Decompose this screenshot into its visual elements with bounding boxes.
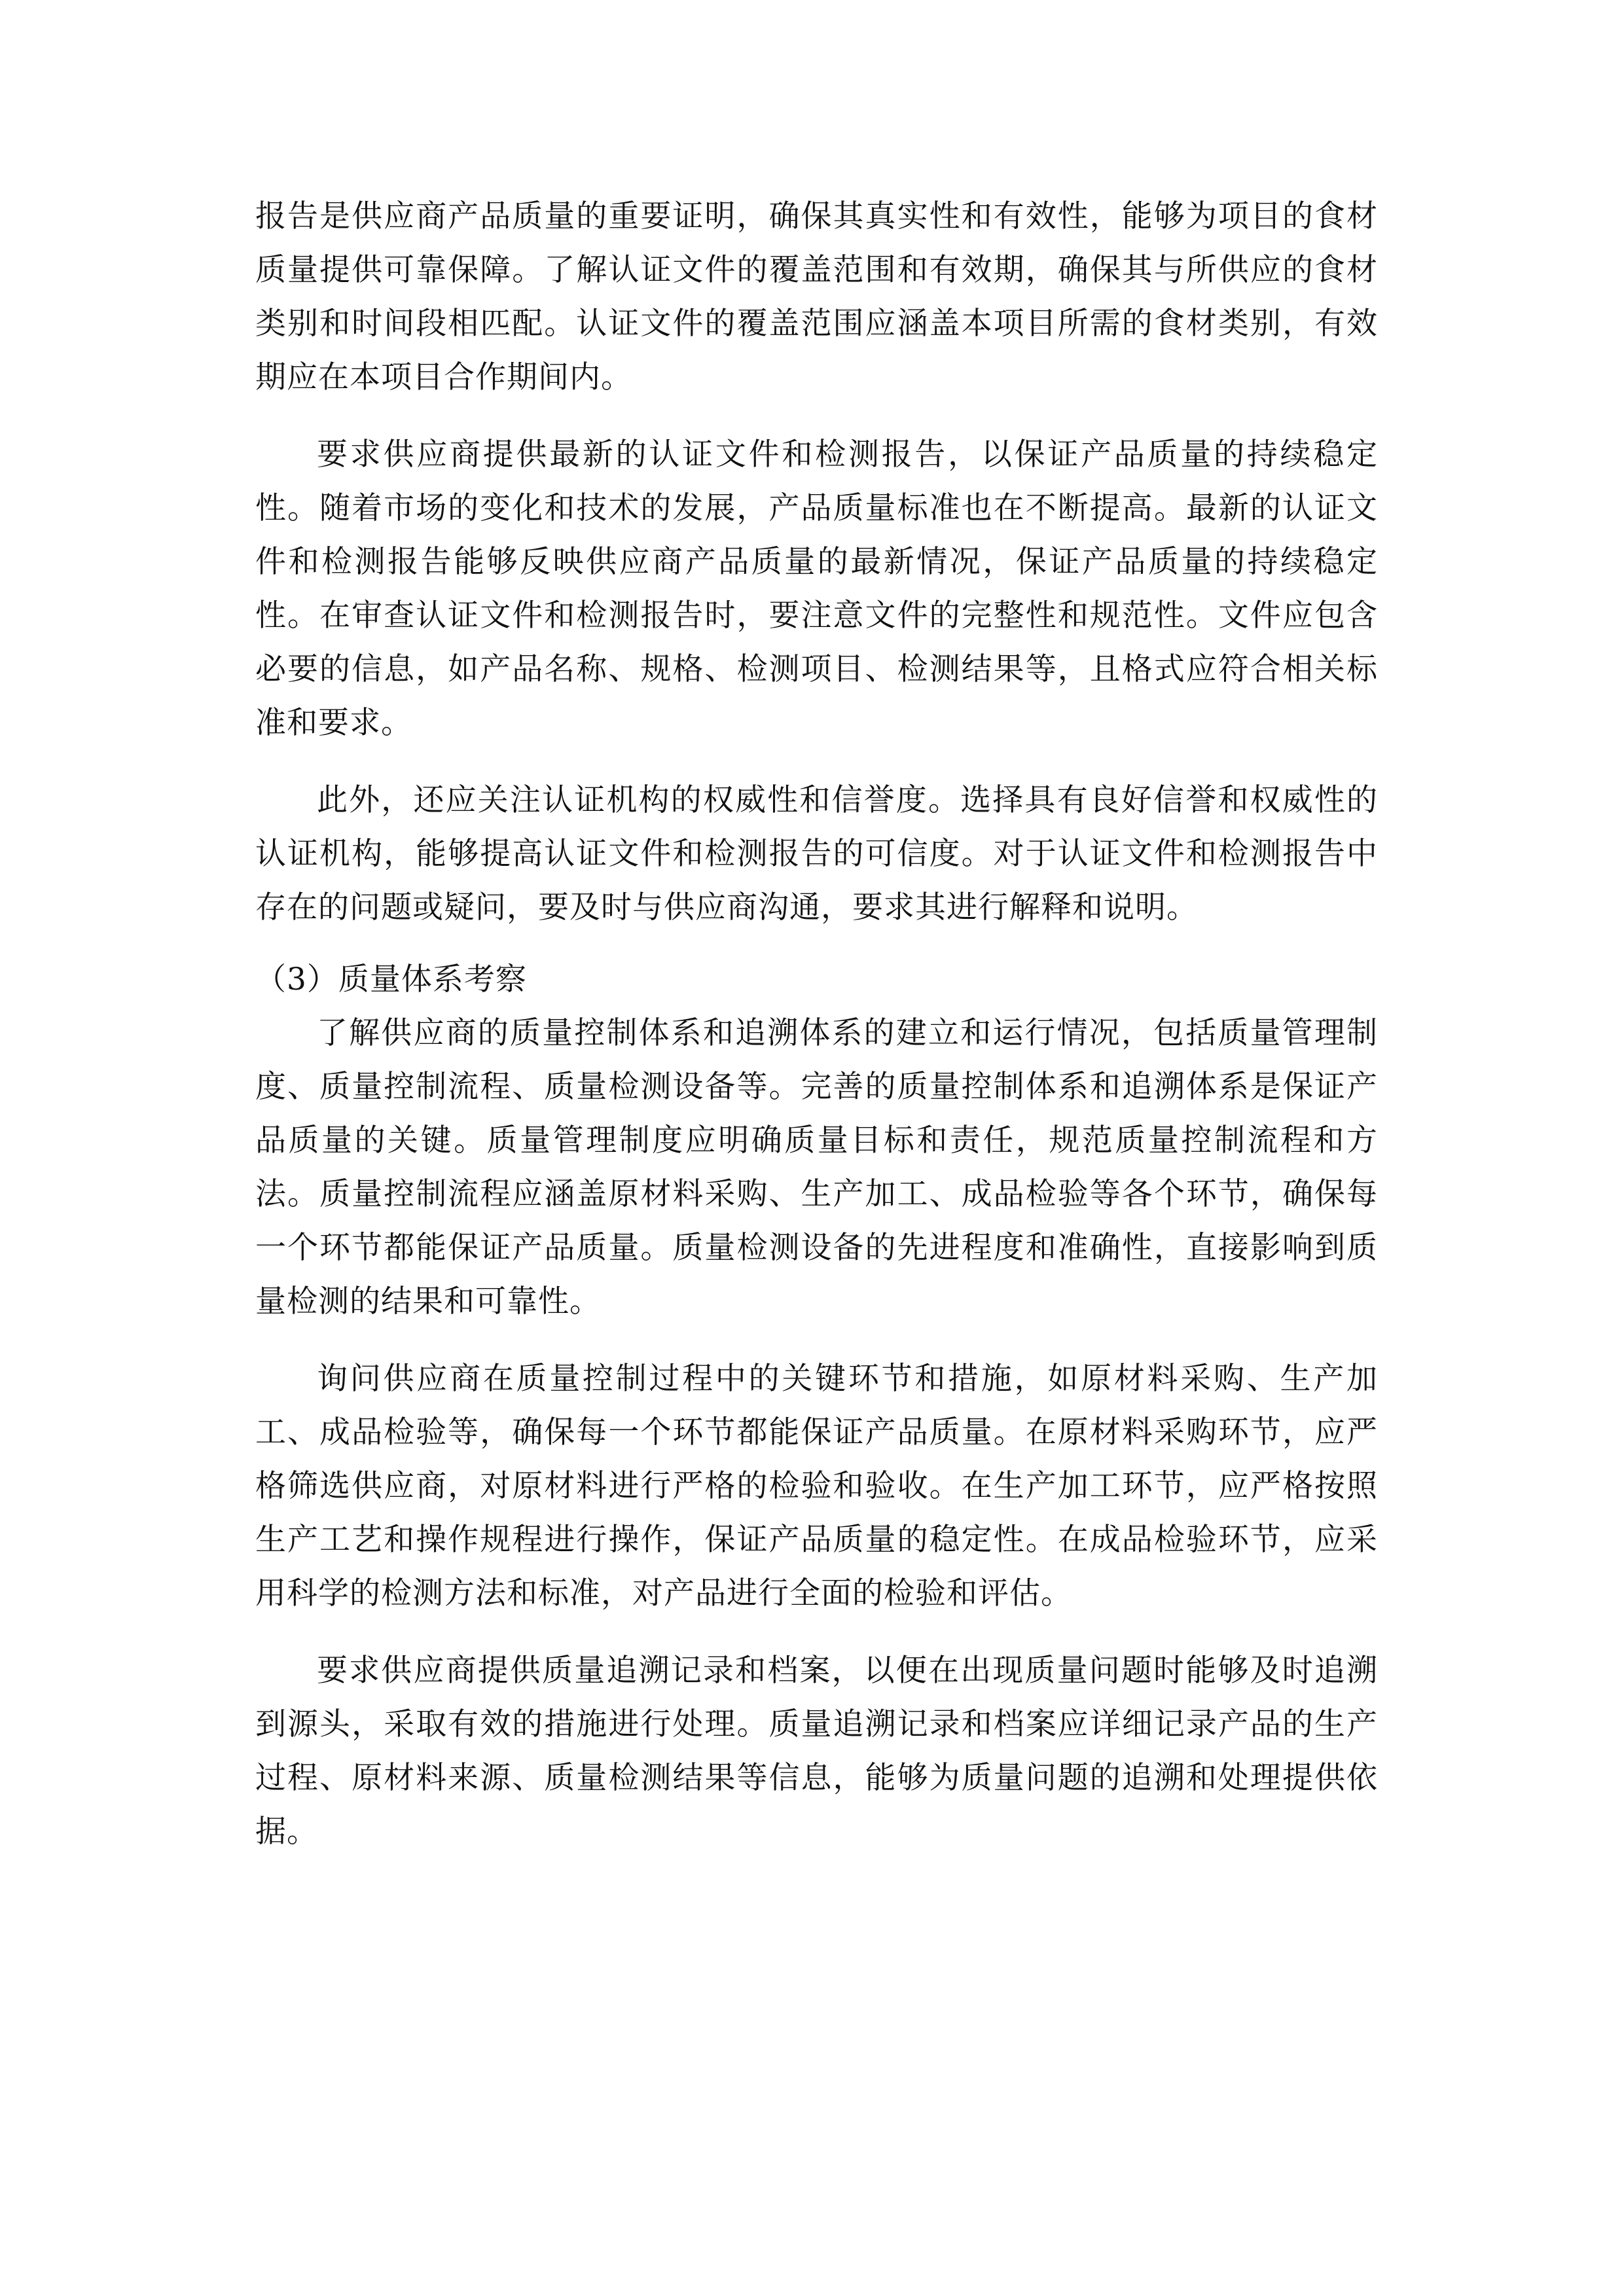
paragraph-latest-certificates: 要求供应商提供最新的认证文件和检测报告，以保证产品质量的持续稳定性。随着市场的变化和技术的发展，产品质量标准也在不断提高。最新的认证文件和检测报告能够反映供应商产品质量的最新情况，保证产品质量的持续稳定性。在审查认证文件和检测报告时，要注意文件的完整性和规范性。文件应包含必要的信息，如产品名称、规格、检测项目、检测结果等，且格式应符合相关标准和要求。 bbox=[255, 437, 1378, 741]
paragraph-quality-control-system: 了解供应商的质量控制体系和追溯体系的建立和运行情况，包括质量管理制度、质量控制流程、质量检测设备等。完善的质量控制体系和追溯体系是保证产品质量的关键。质量管理制度应明确质量目标和责任，规范质量控制流程和方法。质量控制流程应涵盖原材料采购、生产加工、成品检验等各个环节，确保每一个环节都能保证产品质量。质量检测设备的先进程度和准确性，直接影响到质量检测的结果和可靠性。 bbox=[255, 1015, 1378, 1319]
paragraph-key-control-links: 询问供应商在质量控制过程中的关键环节和措施，如原材料采购、生产加工、成品检验等，确保每一个环节都能保证产品质量。在原材料采购环节，应严格筛选供应商，对原材料进行严格的检验和验收。在生产加工环节，应严格按照生产工艺和操作规程进行操作，保证产品质量的稳定性。在成品检验环节，应采用科学的检测方法和标准，对产品进行全面的检验和评估。 bbox=[255, 1361, 1378, 1611]
paragraph-certification-report: 报告是供应商产品质量的重要证明，确保其真实性和有效性，能够为项目的食材质量提供可靠保障。了解认证文件的覆盖范围和有效期，确保其与所供应的食材类别和时间段相匹配。认证文件的覆盖范围应涵盖本项目所需的食材类别，有效期应在本项目合作期间内。 bbox=[255, 198, 1378, 395]
section-heading-quality-system: （3）质量体系考察 bbox=[255, 961, 527, 997]
paragraph-certification-authority: 此外，还应关注认证机构的权威性和信誉度。选择具有良好信誉和权威性的认证机构，能够提高认证文件和检测报告的可信度。对于认证文件和检测报告中存在的问题或疑问，要及时与供应商沟通，要求其进行解释和说明。 bbox=[255, 782, 1378, 925]
paragraph-traceability-records: 要求供应商提供质量追溯记录和档案，以便在出现质量问题时能够及时追溯到源头，采取有效的措施进行处理。质量追溯记录和档案应详细记录产品的生产过程、原材料来源、质量检测结果等信息，能够为质量问题的追溯和处理提供依据。 bbox=[255, 1653, 1378, 1850]
document-body bbox=[255, 190, 1378, 1859]
